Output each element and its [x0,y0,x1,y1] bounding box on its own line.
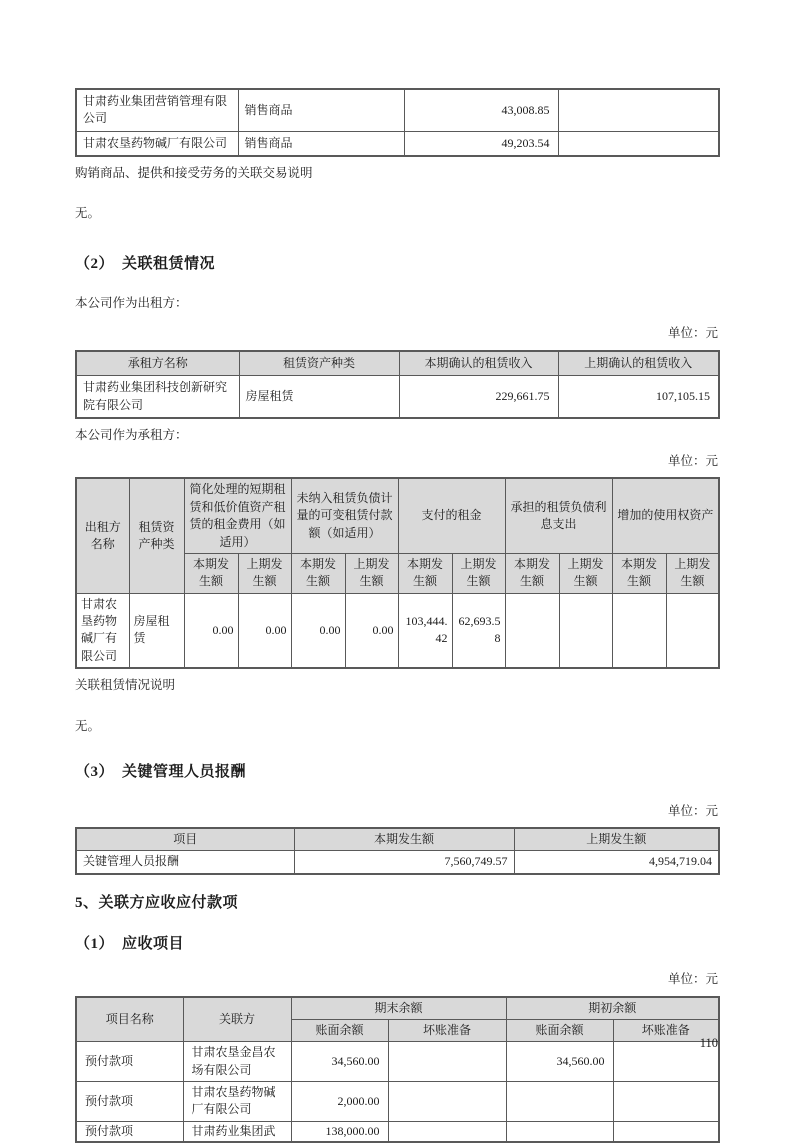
none-statement: 无。 [75,718,101,733]
related-party-name: 甘肃农垦药物碱厂有限公司 [76,131,238,156]
value-cell: 138,000.00 [291,1121,388,1142]
col-header: 上期确认的租赁收入 [558,351,719,376]
table-row [76,131,719,156]
receivable-items-table [75,996,720,1143]
col-header: 本期发生额 [294,828,514,851]
col-header-item: 项目名称 [76,997,183,1042]
sub-header-prior: 上期发生额 [345,553,398,593]
related-party-name: 甘肃农垦金昌农场有限公司 [183,1042,291,1082]
value-cell [666,593,719,668]
transaction-type: 销售商品 [238,89,404,131]
col-header-lessor-name: 出租方名称 [76,478,129,593]
table-group-header-row [76,997,719,1020]
unit-label: 单位：元 [667,454,718,469]
table-row [76,593,719,668]
col-header-party: 关联方 [183,997,291,1042]
related-party-name: 甘肃药业集团武 [183,1121,291,1142]
value-cell [505,593,559,668]
col-header-ending-balance: 期末余额 [291,997,506,1020]
table-row [76,851,719,874]
amount-current: 7,560,749.57 [294,851,514,874]
none-statement: 无。 [75,206,101,221]
value-cell [612,593,666,668]
amount-current: 49,203.54 [404,131,558,156]
value-cell: 2,000.00 [291,1082,388,1122]
sub-header-current: 本期发生额 [184,553,238,593]
col-header: 租赁资产种类 [239,351,399,376]
item-name: 预付款项 [76,1121,183,1142]
col-header-variable-payments: 未纳入租赁负债计量的可变租赁付款额（如适用） [291,478,398,553]
lessor-name: 甘肃农垦药物碱厂有限公司 [76,593,129,668]
table-row [76,376,719,418]
sub-header-book-balance: 账面余额 [291,1019,388,1041]
page-number: 110 [699,1036,718,1050]
lease-note: 关联租赁情况说明 [75,678,176,693]
col-header: 承租方名称 [76,351,239,376]
amount-prior: 4,954,719.04 [514,851,719,874]
management-remuneration-table [75,827,720,875]
amount-current: 43,008.85 [404,89,558,131]
value-cell [388,1082,506,1122]
value-cell: 62,693.58 [452,593,505,668]
related-sales-table [75,88,720,157]
table-row [76,1121,719,1142]
col-header: 上期发生额 [514,828,719,851]
asset-type: 房屋租赁 [129,593,184,668]
col-header-rent-paid: 支付的租金 [398,478,505,553]
sub-header-bad-debt: 坏账准备 [613,1019,719,1041]
amount-prior [558,89,719,131]
sub-header-book-balance: 账面余额 [506,1019,613,1041]
value-cell [388,1121,506,1142]
item-name: 预付款项 [76,1082,183,1122]
value-cell [506,1121,613,1142]
value-cell: 34,560.00 [291,1042,388,1082]
lessee-intro: 本公司作为承租方： [75,428,188,443]
table-header-row [76,828,719,851]
sub-header-current: 本期发生额 [612,553,666,593]
unit-label: 单位：元 [667,325,718,340]
item-name: 预付款项 [76,1042,183,1082]
lessee-table [75,477,720,669]
value-cell [559,593,612,668]
col-header-beginning-balance: 期初余额 [506,997,719,1020]
item-name: 关键管理人员报酬 [76,851,294,874]
transaction-type: 销售商品 [238,131,404,156]
unit-label: 单位：元 [667,803,718,818]
sub-header-current: 本期发生额 [291,553,345,593]
value-cell [506,1082,613,1122]
related-party-name: 甘肃药业集团营销管理有限公司 [76,89,238,131]
section-heading-receivable-items: （1） 应收项目 [75,935,185,952]
value-cell: 0.00 [238,593,291,668]
purchase-sale-note: 购销商品、提供和接受劳务的关联交易说明 [75,166,313,181]
related-party-name: 甘肃农垦药物碱厂有限公司 [183,1082,291,1122]
sub-header-prior: 上期发生额 [666,553,719,593]
value-cell [613,1121,719,1142]
income-current: 229,661.75 [399,376,558,418]
lessee-name: 甘肃药业集团科技创新研究院有限公司 [76,376,239,418]
section-heading-receivables-payables: 5、关联方应收应付款项 [75,894,239,911]
col-header-shortterm-rent: 简化处理的短期租赁和低价值资产租赁的租金费用（如适用） [184,478,291,553]
income-prior: 107,105.15 [558,376,719,418]
sub-header-prior: 上期发生额 [452,553,505,593]
asset-type: 房屋租赁 [239,376,399,418]
section-heading-management: （3） 关键管理人员报酬 [75,763,247,780]
value-cell: 34,560.00 [506,1042,613,1082]
lessor-table [75,350,720,419]
sub-header-current: 本期发生额 [505,553,559,593]
value-cell [613,1082,719,1122]
value-cell: 0.00 [345,593,398,668]
value-cell: 0.00 [184,593,238,668]
sub-header-prior: 上期发生额 [559,553,612,593]
table-group-header-row [76,478,719,553]
section-heading-lease: （2） 关联租赁情况 [75,255,216,272]
sub-header-bad-debt: 坏账准备 [388,1019,506,1041]
sub-header-current: 本期发生额 [398,553,452,593]
value-cell: 103,444.42 [398,593,452,668]
col-header-interest-expense: 承担的租赁负债利息支出 [505,478,612,553]
col-header: 项目 [76,828,294,851]
table-row [76,1082,719,1122]
col-header-rou-assets: 增加的使用权资产 [612,478,719,553]
sub-header-prior: 上期发生额 [238,553,291,593]
col-header-asset-type: 租赁资产种类 [129,478,184,593]
value-cell: 0.00 [291,593,345,668]
unit-label: 单位：元 [667,971,718,986]
table-header-row [76,351,719,376]
lessor-intro: 本公司作为出租方： [75,295,188,310]
table-row [76,1042,719,1082]
col-header: 本期确认的租赁收入 [399,351,558,376]
amount-prior [558,131,719,156]
value-cell [388,1042,506,1082]
table-row [76,89,719,131]
